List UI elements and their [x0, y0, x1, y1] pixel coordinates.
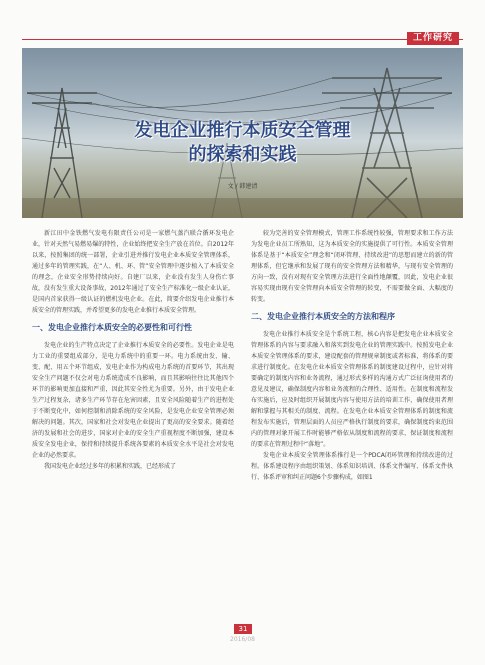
author-byline: 文 / 韩建清 [227, 183, 258, 190]
section-label: 工作研究 [407, 32, 459, 45]
issue-date: 2016/08 [230, 636, 255, 643]
section-heading: 一、发电企业推行本质安全的必要性和可行性 [32, 323, 192, 332]
paragraph: 较为完善的安全管理模式，管理工作系统性较强，管理要求和工作方法为发电企业员工所熟知，这为本质安全的实施提供了可行性。本质安全管理体系是基于“本质安全”理念和“闭环管理、持续改进”的思想而建立的新的管理体系，但它继承和发展了现有的安全管理方法和精华，与现有安全管理的方向一致，没有对现有安全管理方法进行全面性地颠覆，因此，发电企业很容易实现由现有安全管理向本质安全管理的转变，不需要做全面、大幅度的转变。 [251, 230, 453, 303]
right-column [251, 228, 453, 483]
paragraph: 新江田中金铁燃气发电有限责任公司是一家燃气蒸汽联合循环发电企业，针对天然气易燃易爆的特性，企业始终把安全生产放在首位。自2012年以来，按照集团的统一部署，企业引进并推行发电企业本质安全管理体系，通过多年的管理实践，在“人、机、环、管”安全管理中逐步植入了本质安全的理念，企业安全形势持续向好。自建厂以来，企业没有发生人身伤亡事故，没有发生重大设备事故，2012年通过了安全生产标准化一级企业认证，是国内首家获得一级认证的燃机发电企业。在此，简要介绍发电企业推行本质安全的管理实践，并希望更多的发电企业推行本质安全管理。 [32, 230, 234, 314]
section-heading: 二、发电企业推行本质安全的方法和程序 [251, 312, 395, 321]
section-header [0, 32, 485, 44]
article-title-line2: 的探索和实践 [188, 144, 297, 165]
paragraph: 发电企业本质安全管理体系推行是一个PDCA闭环管理和持续改进的过程。体系建设程序由组织策划、体系知识培训、体系文件编写、体系文件执行、体系评审和纠正问题6个步骤构成，如图1 [251, 452, 453, 481]
page-number: 31 [234, 624, 252, 634]
left-column [32, 228, 234, 472]
paragraph: 发电企业的生产特点决定了企业推行本质安全的必要性。发电企业是电力工业的重要组成部分，是电力系统中的重要一环。电力系统由发、输、变、配、用五个环节组成，发电企业作为构成电力系统的首要环节，其出现安全生产问题不仅会对电力系统造成不良影响，而且其影响往往比其他四个环节的影响更加直接和严重，因此其安全性尤为重要。另外，由于发电企业生产过程复杂，诸多生产环节存在危害因素，且安全风险随着生产的进程处于不断变化中，如何控制和消除系统的安全风险，是发电企业安全管理必须解决的问题。其次，国家和社会对发电企业提出了更高的安全要求。随着经济的发展和社会的进步，国家对企业的安全生产重视程度不断加强，建设本质安全发电企业，保持和持续提升系统各要素的本质安全水平是社会对发电企业的必然要求。 [32, 342, 234, 459]
paragraph: 我国发电企业经过多年的积累和实践，已经形成了 [44, 463, 177, 470]
article-title-line1: 发电企业推行本质安全管理 [134, 120, 351, 141]
hero-banner [22, 48, 463, 218]
header-rule [22, 39, 463, 40]
paragraph: 发电企业推行本质安全是个系统工程，核心内容是把发电企业本质安全管理体系的内容与要求融入和落实到发电企业的管理实践中。按照发电企业本质安全管理体系的要求，建设配套的管理规章制度或者标准，将体系的要求进行制度化。在发电企业本质安全管理体系的制度建设过程中，应针对将要确定的制度内容和业务流程，通过形式多样的沟通方式广泛征询使用者的意见及建议，确保制度内容和业务流程的合理性、适用性。在制度和流程发布实施后，应及时组织开展制度内容与使用方法的培训工作，确保使用者理解和掌握与其相关的制度、流程。在发电企业本质安全管理体系的制度和流程发布实施后，管理层面的人员应严格执行制度的要求，确保制度约束范围内的管理对象开展工作时能够严格依从制度和流程的要求，保证制度和流程的要求在管理过程中“落地”。 [251, 331, 453, 448]
